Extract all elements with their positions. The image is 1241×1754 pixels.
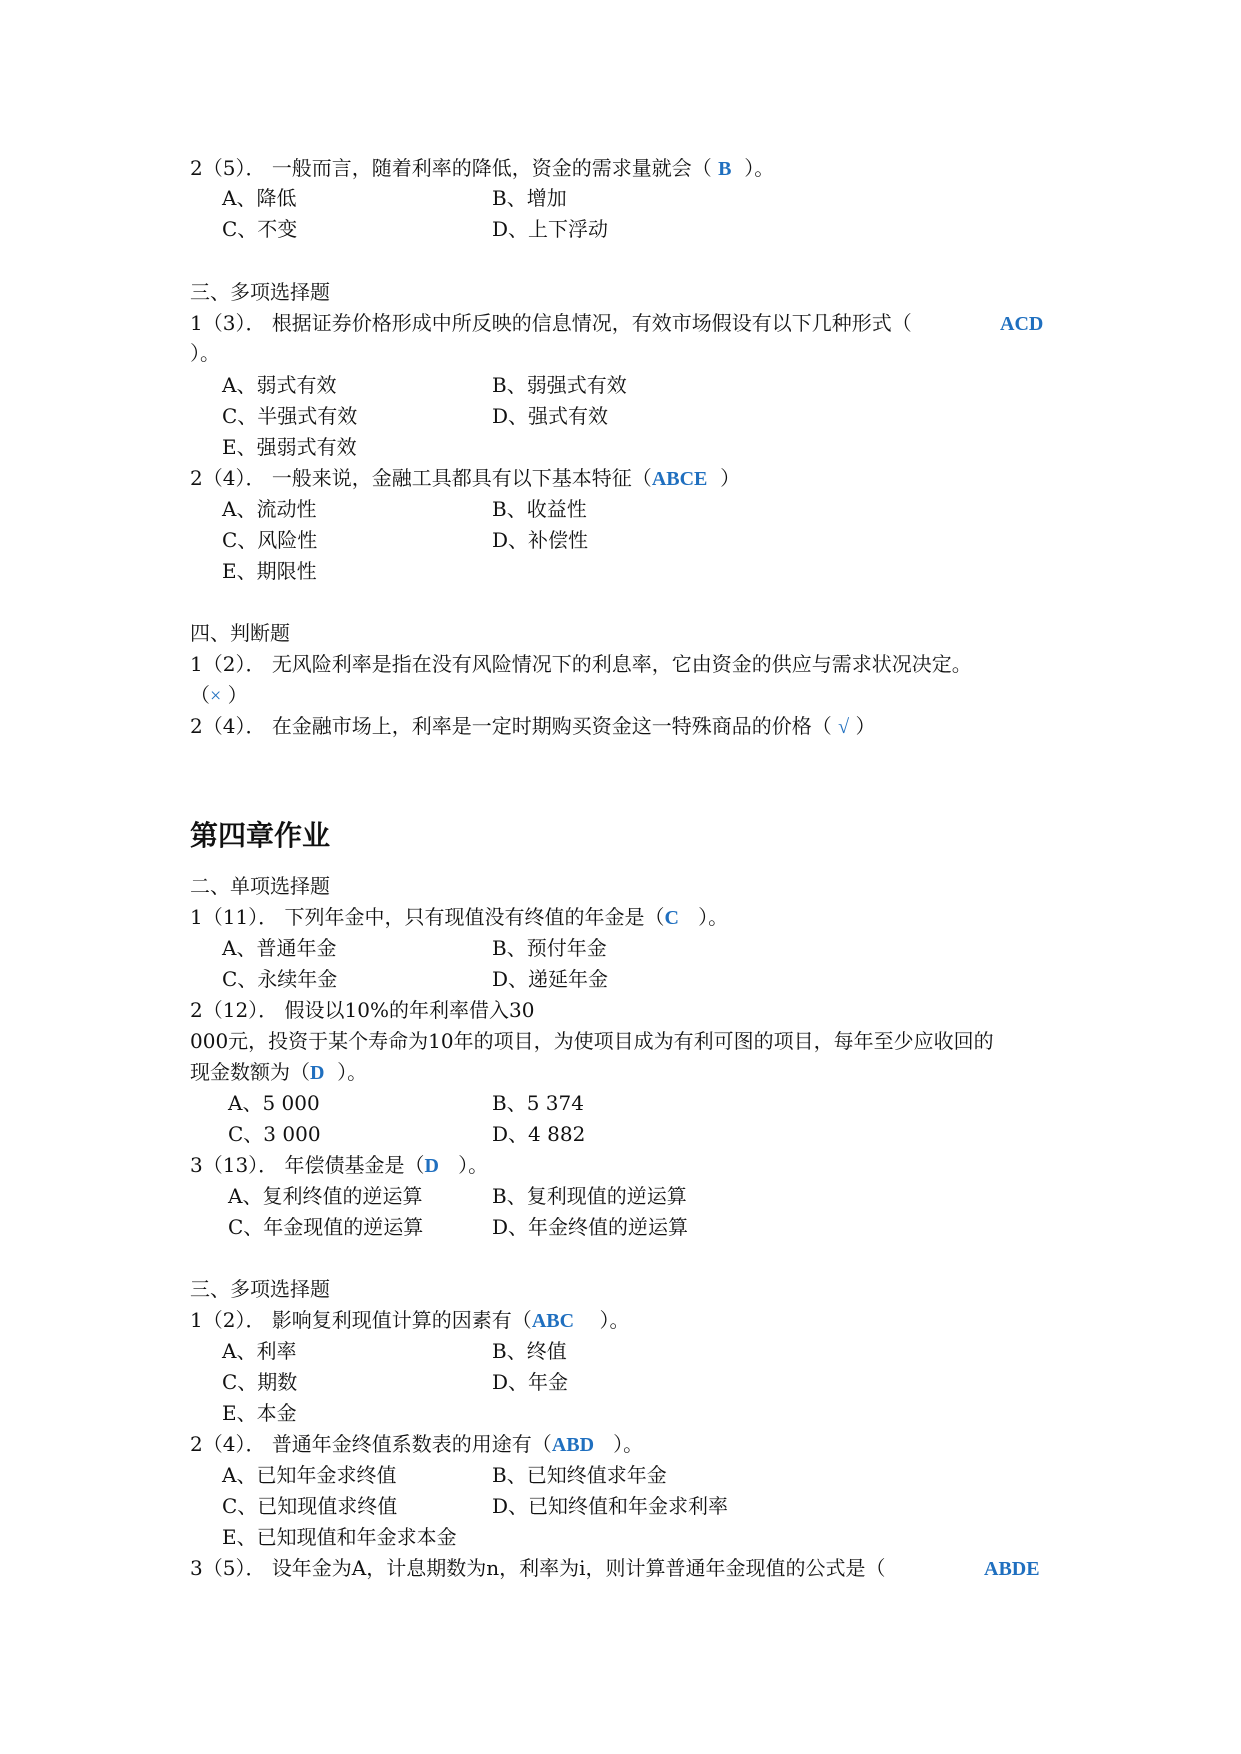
section-heading: 二、单项选择题 <box>190 874 330 898</box>
question-text: 一般而言，随着利率的降低，资金的需求量就会（ <box>271 156 712 180</box>
option-d: D、强式有效 <box>492 404 609 428</box>
option-a: A、普通年金 <box>222 936 337 960</box>
option-a: A、5 000 <box>228 1091 320 1115</box>
option-a: A、复利终值的逆运算 <box>228 1184 423 1208</box>
question-close: ）。 <box>190 341 220 365</box>
answer-mark: ACD <box>1000 313 1044 335</box>
answer-mark-wrap <box>1000 309 1043 338</box>
option-a: A、已知年金求终值 <box>222 1463 397 1487</box>
question-open: （ <box>190 683 210 707</box>
option-b: B、收益性 <box>492 497 587 521</box>
option-c: C、年金现值的逆运算 <box>228 1215 424 1239</box>
answer-mark: ABDE <box>984 1558 1040 1580</box>
question-text: 普通年金终值系数表的用途有（ <box>271 1432 552 1456</box>
question-text: 在金融市场上，利率是一定时期购买资金这一特殊商品的价格（ <box>271 714 832 738</box>
question-text-line2: 000元，投资于某个寿命为10年的项目，为使项目成为有利可图的项目，每年至少应收回的 <box>190 1029 994 1053</box>
answer-mark: √ <box>838 716 850 738</box>
answer-mark-wrap <box>984 1554 1040 1583</box>
answer-mark: D <box>424 1155 439 1177</box>
option-b: B、增加 <box>492 186 567 210</box>
option-c: C、已知现值求终值 <box>222 1494 398 1518</box>
question-close: ）。 <box>744 156 775 180</box>
option-e: E、强弱式有效 <box>222 435 357 459</box>
answer-mark: × <box>210 685 222 707</box>
question-text: 一般来说，金融工具都具有以下基本特征（ <box>271 466 652 490</box>
option-d: D、上下浮动 <box>492 217 609 241</box>
answer-mark: D <box>310 1062 325 1084</box>
section-heading: 三、多项选择题 <box>190 1277 330 1301</box>
question-number: 1（2）． <box>190 1308 266 1332</box>
question-line <box>190 650 972 678</box>
question-line-cont <box>190 1058 367 1087</box>
question-text: 设年金为A，计息期数为n，利率为i，则计算普通年金现值的公式是（ <box>271 1556 886 1580</box>
question-number: 3（13）． <box>190 1153 279 1177</box>
question-number: 1（2）． <box>190 652 266 676</box>
question-number: 1（11）． <box>190 905 279 929</box>
question-close: ）。 <box>458 1153 489 1177</box>
option-d: D、年金终值的逆运算 <box>492 1215 689 1239</box>
option-c: C、不变 <box>222 217 298 241</box>
answer-mark: C <box>664 907 679 929</box>
option-b: B、5 374 <box>492 1091 584 1115</box>
question-line <box>190 1430 643 1459</box>
question-line <box>190 712 876 741</box>
question-close: ）。 <box>613 1432 644 1456</box>
question-close: ）。 <box>698 905 729 929</box>
section-heading: 四、判断题 <box>190 621 290 645</box>
chapter-title: 第四章作业 <box>190 819 331 852</box>
question-line <box>190 1151 488 1180</box>
option-b: B、预付年金 <box>492 936 607 960</box>
question-number: 2（12）． <box>190 998 279 1022</box>
option-c: C、风险性 <box>222 528 318 552</box>
question-line <box>190 154 774 183</box>
option-d: D、已知终值和年金求利率 <box>492 1494 729 1518</box>
option-c: C、3 000 <box>228 1122 321 1146</box>
section-heading: 三、多项选择题 <box>190 280 330 304</box>
question-number: 2（5）． <box>190 156 266 180</box>
question-close: ） <box>227 683 248 707</box>
option-a: A、利率 <box>222 1339 297 1363</box>
option-e: E、已知现值和年金求本金 <box>222 1525 457 1549</box>
option-b: B、弱强式有效 <box>492 373 627 397</box>
question-text: 无风险利率是指在没有风险情况下的利息率，它由资金的供应与需求状况决定。 <box>271 652 972 676</box>
question-number: 1（3）． <box>190 311 266 335</box>
question-number: 2（4）． <box>190 714 266 738</box>
option-a: A、弱式有效 <box>222 373 337 397</box>
question-number: 3（5）． <box>190 1556 266 1580</box>
option-e: E、期限性 <box>222 559 317 583</box>
answer-mark: ABCE <box>651 468 708 490</box>
question-line <box>190 1554 886 1582</box>
question-line <box>190 464 740 493</box>
option-d: D、年金 <box>492 1370 569 1394</box>
question-number: 2（4）． <box>190 466 266 490</box>
answer-mark: ABD <box>551 1434 595 1456</box>
question-line-cont <box>190 681 248 710</box>
question-text: 影响复利现值计算的因素有（ <box>271 1308 532 1332</box>
option-b: B、已知终值求年金 <box>492 1463 667 1487</box>
question-number: 2（4）． <box>190 1432 266 1456</box>
option-a: A、流动性 <box>222 497 317 521</box>
question-text: 根据证券价格形成中所反映的信息情况，有效市场假设有以下几种形式（ <box>271 311 912 335</box>
question-line <box>190 996 534 1024</box>
option-d: D、补偿性 <box>492 528 589 552</box>
question-text: 现金数额为（ <box>190 1060 310 1084</box>
question-close: ）。 <box>599 1308 630 1332</box>
question-line <box>190 309 912 337</box>
question-close: ）。 <box>337 1060 368 1084</box>
question-text: 下列年金中，只有现值没有终值的年金是（ <box>284 905 665 929</box>
option-b: B、复利现值的逆运算 <box>492 1184 687 1208</box>
option-a: A、降低 <box>222 186 297 210</box>
question-line <box>190 903 728 932</box>
option-c: C、永续年金 <box>222 967 338 991</box>
answer-mark: B <box>718 158 732 180</box>
option-c: C、期数 <box>222 1370 298 1394</box>
option-d: D、递延年金 <box>492 967 609 991</box>
answer-mark: ABC <box>531 1310 575 1332</box>
question-text: 年偿债基金是（ <box>284 1153 425 1177</box>
option-e: E、本金 <box>222 1401 297 1425</box>
question-close: ） <box>720 466 741 490</box>
question-text: 假设以10%的年利率借入30 <box>284 998 535 1022</box>
option-c: C、半强式有效 <box>222 404 358 428</box>
question-close: ） <box>855 714 876 738</box>
question-line <box>190 1306 629 1335</box>
option-d: D、4 882 <box>492 1122 586 1146</box>
option-b: B、终值 <box>492 1339 567 1363</box>
